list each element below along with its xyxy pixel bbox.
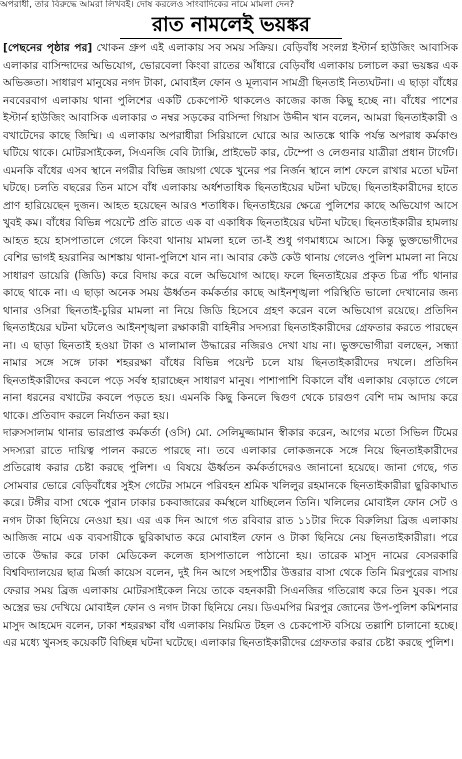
article-paragraph-2: দারুসসালাম থানার ভারপ্রাপ্ত কর্মকর্তা (ওসি) মো. সেলিমুজ্জামান স্বীকার করেন, আগের মতো সিভিল টিমের সদস্যরা রাতে দায়িত্ব পালন করতে পারছে না। তবে এলাকার লোকজনকে সঙ্গে নিয়ে ছিনতাইকারীদের প্রতিরোধ করার চেষ্টা করছে পুলিশ। এ বিষয়ে ঊর্ধ্বতন কর্মকর্তাদেরও জানানো হয়েছে। জানা গেছে, গত সোমবার ভোরে বেড়িবাঁধের সুইস গেটের সামনে পরিবহন শ্রমিক খলিলুর রহমানকে ছিনতাইকারীরা ছুরিকাঘাত করে। টঙ্গীর বাসা থেকে পুরান ঢাকার চকবাজারের কর্মস্থলে যাচ্ছিলেন তিনি। খলিলের মোবাইল ফোন সেট ও নগদ টাকা ছিনিয়ে নেওয়া হয়। এর এক দিন আগে গত রবিবার রাত ১১টার দিকে বিরুলিয়া ব্রিজ এলাকায় আজিজ নামে এক ব্যবসায়ীকে ছুরিকাঘাত করে মোবাইল ফোন ও টাকা ছিনিয়ে নেয় ছিনতাইকারীরা। পরে তাকে উদ্ধার করে ঢাকা মেডিকেল কলেজ হাসপাতালে পাঠানো হয়। তারেক মাসুদ নামের বেসরকারি বিশ্ববিদ্যালয়ের ছাত্র মির্জা কায়েস বলেন, দুই দিন আগে সহপাঠীর উত্তরার বাসা থেকে তিনি মিরপুরের বাসায় ফেরার সময় ব্রিজ এলাকায় মোটরসাইকেল নিয়ে তাকে বহনকারী সিএনজির গতিরোধ করে তিন যুবক। পরে অস্ত্রের ভয় দেখিয়ে মোবাইল ফোন ও নগদ টাকা ছিনিয়ে নেয়। ডিএমপির মিরপুর জোনের উপ-পুলিশ কমিশনার মাসুদ আহমেদ বলেন, ঢাকা শহররক্ষা বাঁধ এলাকায় নিয়মিত টহল ও চেকপোস্ট বসিয়ে তল্লাশি চালানো হচ্ছে। এর মধ্যে খুনসহ কয়েকটি বিচ্ছিন্ন ঘটনা ঘটেছে। এলাকার ছিনতাইকারীদের গ্রেফতার করার চেষ্টা করছে পুলিশ। <box>3 427 458 649</box>
article-body <box>3 40 458 758</box>
previous-article-tail: অপরাধী, তার বিরুদ্ধে আমরা লিখবই। দোষ করলেও সাংবাদিকের নামে মামলা দেন? <box>0 0 295 10</box>
article-paragraph-1 <box>3 40 458 425</box>
article-headline: রাত নামলেই ভয়ঙ্কর <box>151 12 311 36</box>
headline-underline <box>120 38 342 39</box>
continued-from-tag: [পেছনের পৃষ্ঠার পর] <box>3 42 93 54</box>
paragraph-1-text: খোকন গ্রুপ এই এলাকায় সব সময় সক্রিয়। বেড়িবাঁধ সংলগ্ন ইস্টার্ন হাউজিং আবাসিক এলাকার বাসিন্দাদের অভিযোগ, ভোরবেলা কিংবা রাতের আঁধারে বেড়িবাঁধ এলাকায় চলাচল করা ভয়ঙ্কর এক অভিজ্ঞতা। সাধারণ মানুষের নগদ টাকা, মোবাইল ফোন ও মূল্যবান সামগ্রী ছিনতাই নিত্যঘটনা। এ ছাড়া বাঁধের নববেরবাগ এলাকায় থানা পুলিশের একটি চেকপোস্ট থাকলেও কাজের কাজ কিছু হচ্ছে না। বাঁধের পাশের ইস্টার্ন হাউজিং আবাসিক এলাকার ৩ নম্বর সড়কের বাসিন্দা গিয়াস উদ্দীন খান বলেন, আমরা ছিনতাইকারী ও বখাটেদের কাছে জিম্মি। এ এলাকায় অপরাধীরা সিরিয়ালে ঘোরে আর আতঙ্কে থাকি পর্যন্ত অপরাধ কর্মকাণ্ড ঘটিয়ে থাকে। মোটরসাইকেল, সিএনজি বেবি ট্যাক্সি, প্রাইভেট কার, টেম্পো ও লেগুনার যাত্রীরা প্রধান টার্গেট। এমনকি বাঁধের এসব স্থানে নগরীর বিভিন্ন জায়গা থেকে খুনের পর নির্জন স্থানে লাশ ফেলে রাখার মতো ঘটনা ঘটছে। চলতি বছরের তিন মাসে বাঁধ এলাকায় অর্ধশতাধিক ছিনতাইয়ের ঘটনা ঘটছে। ছিনতাইকারীদের হাতে প্রাণ হারিয়েছেন দুজন। আহত হয়েছেন আরও শতাধিক। ছিনতাইয়ের ক্ষেত্রে পুলিশের কাছে অভিযোগ আসে খুবই কম। বাঁধের বিভিন্ন পয়েন্টে প্রতি রাতে এক বা একাধিক ছিনতাইয়ের ঘটনা ঘটছে। ছিনতাইকারীর হামলায় আহত হয়ে হাসপাতালে গেলে কিংবা থানায় মামলা হলে তা-ই শুধু গণমাধ্যমে আসে। কিন্তু ভুক্তভোগীদের বেশির ভাগই হয়রানির আশঙ্কায় থানা-পুলিশে যান না। আবার কেউ কেউ থানায় গেলেও পুলিশ মামলা না নিয়ে সাধারণ ডায়েরি (জিডি) করে বিদায় করে বলে অভিযোগ আছে। ফলে ছিনতাইয়ের প্রকৃত চিত্র পাঁচ থানার কাছে থাকে না। এ ছাড়া অনেক সময় ঊর্ধ্বতন কর্মকর্তার কাছে আইনশৃঙ্খলা পরিস্থিতি ভালো দেখানোর জন্য থানার ওসিরা ছিনতাই-চুরির মামলা না নিয়ে জিডি হিসেবে গ্রহণ করেন বলে অভিযোগ রয়েছে। প্রতিদিন ছিনতাইয়ের ঘটনা ঘটলেও আইনশৃঙ্খলা রক্ষাকারী বাহিনীর সদস্যরা ছিনতাইকারীদের গ্রেফতার করতে পারছেন না। এ ছাড়া ছিনতাই হওয়া টাকা ও মালামাল উদ্ধারের নজিরও দেখা যায় না। ভুক্তভোগীরা বলছেন, সন্ধ্যা নামার সঙ্গে সঙ্গে ঢাকা শহররক্ষা বাঁধের বিভিন্ন পয়েন্ট চলে যায় ছিনতাইকারীদের দখলে। প্রতিদিন ছিনতাইকারীদের কবলে পড়ে সর্বস্ব হারাচ্ছেন সাধারণ মানুষ। পাশাপাশি বিকালে বাঁধ এলাকায় বেড়াতে গেলে নানা ধরনের বখাটের কবলে পড়তে হয়। এমনকি কিছু কিনলে দ্বিগুণ থেকে চারগুণ বেশি দাম আদায় করে থাকে। প্রতিবাদ করলে নির্যাতন করা হয়। <box>3 42 458 422</box>
